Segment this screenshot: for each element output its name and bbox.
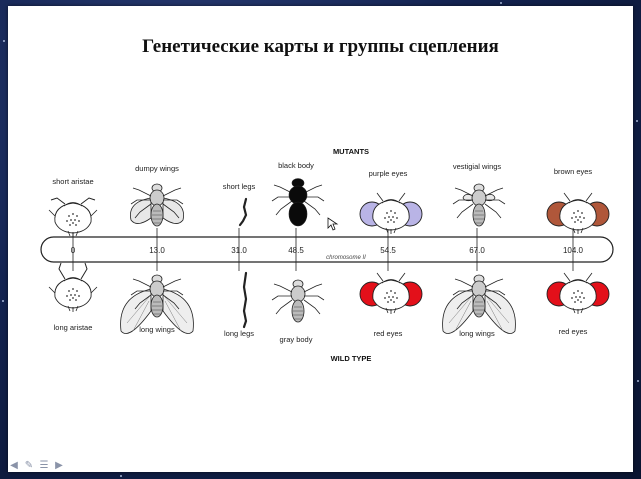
dumpy-wings-fly-illustration — [130, 184, 183, 226]
short-legs-illustration — [240, 199, 246, 225]
gray-body-fly-illustration — [272, 280, 324, 322]
locus-position: 54.5 — [380, 246, 396, 255]
linkage-map-diagram — [8, 6, 633, 472]
mutant-label: brown eyes — [553, 167, 593, 176]
vestigial-wings-fly-illustration — [453, 184, 505, 226]
locus-position: 13.0 — [149, 246, 165, 255]
wild-label: gray body — [279, 335, 313, 344]
arrow-left-icon[interactable]: ◀ — [10, 460, 18, 471]
mutant-label: vestigial wings — [452, 162, 502, 171]
wild-label: long wings — [139, 325, 175, 334]
purple-eyes-fly-illustration — [360, 193, 422, 234]
red-eyes-fly-illustration — [547, 273, 609, 314]
wild-label: red eyes — [373, 329, 403, 338]
locus-position: 48.5 — [288, 246, 304, 255]
long-legs-illustration — [244, 273, 246, 327]
mutant-label: black body — [278, 161, 314, 170]
presentation-slide — [8, 6, 633, 472]
slide-title: Генетические карты и группы сцепления — [142, 36, 499, 57]
pen-icon[interactable]: ✎ — [24, 460, 34, 471]
wild-label: red eyes — [558, 327, 588, 336]
mutant-label: dumpy wings — [135, 164, 179, 173]
locus-position: 67.0 — [469, 246, 485, 255]
wild-type-header: WILD TYPE — [330, 354, 372, 363]
short-aristae-fly-illustration — [49, 198, 97, 237]
red-eyes-fly-illustration — [360, 273, 422, 314]
mutant-label: short aristae — [52, 177, 94, 186]
long-wings-fly-illustration — [443, 275, 516, 334]
wild-label: long aristae — [53, 323, 93, 332]
wild-label: long legs — [223, 329, 255, 338]
mouse-cursor-icon — [328, 218, 337, 230]
mutant-label: short legs — [222, 182, 256, 191]
chromosome-label: chromosome II — [326, 255, 366, 261]
locus-position: 104.0 — [562, 246, 584, 255]
wild-label: long wings — [459, 329, 495, 338]
slideshow-nav-bar — [8, 461, 65, 473]
locus-position: 31.0 — [231, 246, 247, 255]
mutant-label: purple eyes — [368, 169, 408, 178]
arrow-right-icon[interactable]: ▶ — [55, 460, 63, 471]
mutants-header: MUTANTS — [332, 147, 370, 156]
locus-position: 0 — [70, 246, 76, 255]
black-body-fly-illustration — [272, 179, 324, 227]
menu-icon[interactable]: ☰ — [39, 460, 49, 471]
brown-eyes-fly-illustration — [547, 193, 609, 234]
